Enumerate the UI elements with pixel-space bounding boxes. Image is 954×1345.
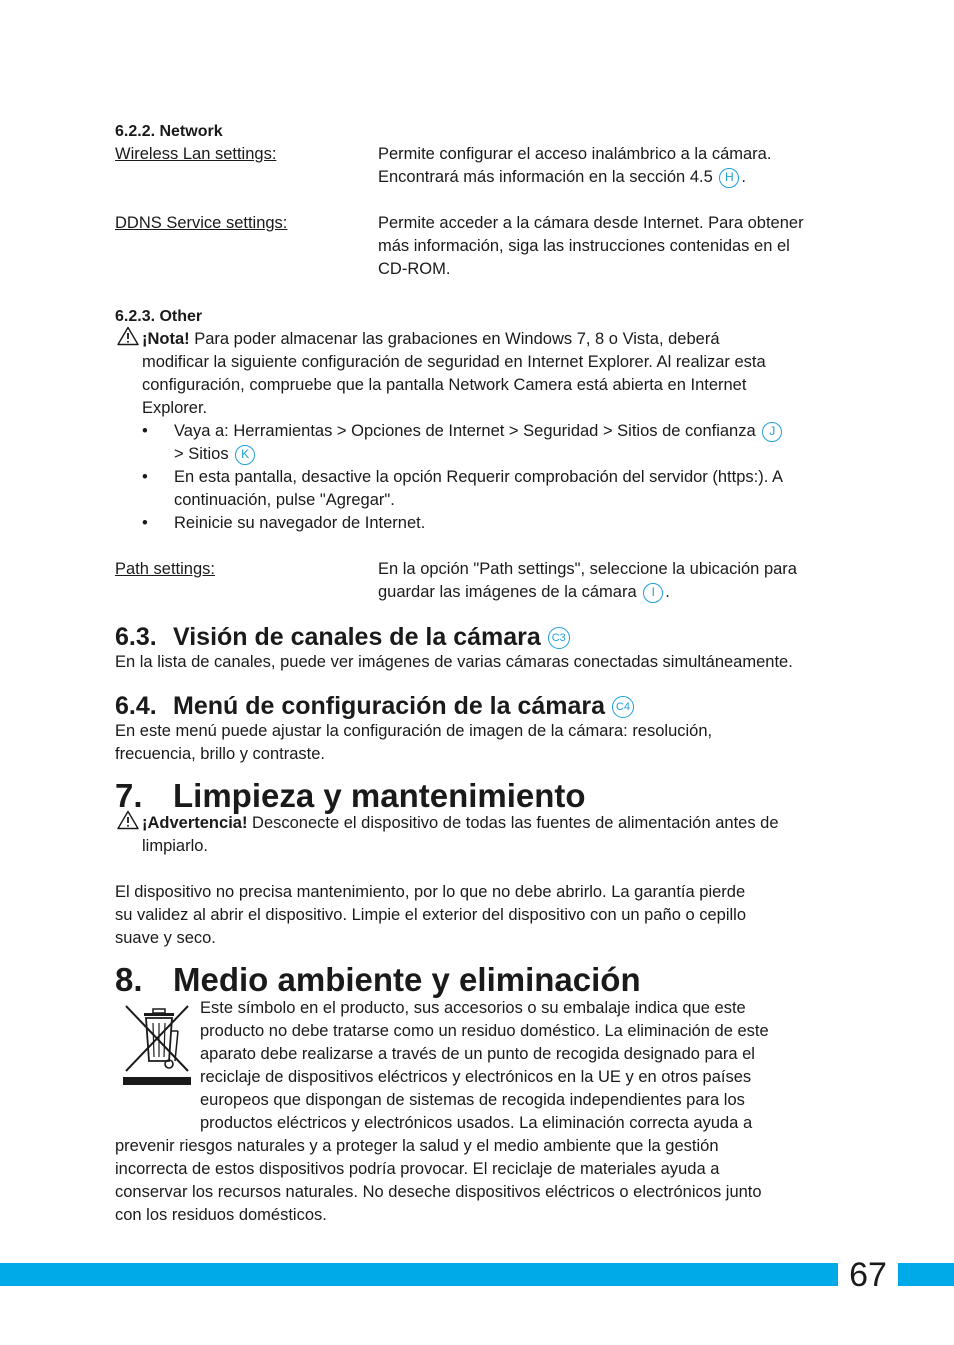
path-settings-desc (378, 558, 848, 604)
section-6-4-text: En este menú puede ajustar la configuración de imagen de la cámara: resolución, frecuencia, brillo y contraste. (115, 722, 713, 763)
list-item: • En esta pantalla, desactive la opción Requerir comprobación del servidor (https:). A continuación, pulse "Agregar". (115, 466, 855, 512)
section-6-3-text: En la lista de canales, puede ver imágenes de varias cámaras conectadas simultáneamente. (115, 653, 793, 671)
list-item: • Reinicie su navegador de Internet. (115, 512, 855, 535)
ddns-line: CD-ROM. (378, 260, 451, 278)
network-heading: 6.2.2. Network (115, 123, 223, 140)
section-6-4-heading: 6.4. Menú de configuración de la cámara C4 (115, 691, 634, 721)
section-8-full-text: prevenir riesgos naturales y a proteger la salud y el medio ambiente que la gestión incorrecta de estos dispositivos podría provocar. El reciclaje de materiales ayuda a conservar los recursos naturales. No deseche dispositivos eléctricos o electrónicos junto con los residuos domésticos. (115, 1137, 762, 1224)
ddns-line: Permite acceder a la cámara desde Internet. Para obtener (378, 214, 804, 232)
warning-block: ¡Advertencia! Desconecte el dispositivo de todas las fuentes de alimentación antes de limpiarlo. (142, 812, 842, 858)
note-block (142, 328, 842, 420)
path-line: En la opción "Path settings", seleccione la ubicación para (378, 560, 797, 578)
warning-icon (117, 810, 139, 830)
page-number: 67 (838, 1257, 898, 1293)
ddns-line: más información, siga las instrucciones contenidas en el (378, 237, 790, 255)
reference-badge-j: J (762, 422, 782, 442)
note-line: ¡Nota! Para poder almacenar las grabaciones en Windows 7, 8 o Vista, deberá (142, 330, 720, 348)
note-line: Explorer. (142, 399, 208, 417)
path-settings-label: Path settings: (115, 560, 215, 578)
section-8-heading: 8. Medio ambiente y eliminación (115, 961, 641, 998)
list-item: • Vaya a: Herramientas > Opciones de Internet > Seguridad > Sitios de confianza J > Sitios K (115, 420, 855, 466)
reference-badge-k: K (235, 445, 255, 465)
footer-bar (0, 1263, 954, 1286)
warning-icon (117, 326, 139, 346)
wireless-lan-line: Encontrará más información en la sección 4.5 H . (378, 168, 746, 186)
section-6-3-heading: 6.3. Visión de canales de la cámara C3 (115, 622, 570, 652)
ddns-label: DDNS Service settings: (115, 214, 288, 232)
section-8-indented-text: Este símbolo en el producto, sus accesorios o su embalaje indica que este producto no debe tratarse como un residuo doméstico. La eliminación de este aparato debe realizarse a través de un punto de recogida designado para el reciclaje de dispositivos eléctricos y electrónicos en la UE y en otros países europeos que dispongan de sistemas de recogida independientes para los productos eléctricos y electrónicos usados. La eliminación correcta ayuda a (200, 999, 769, 1132)
reference-badge-i: I (643, 583, 663, 603)
weee-bin-icon (120, 1003, 194, 1089)
ddns-desc (378, 212, 848, 281)
wireless-lan-line: Permite configurar el acceso inalámbrico a la cámara. (378, 145, 772, 163)
note-line: modificar la siguiente configuración de seguridad en Internet Explorer. Al realizar esta (142, 353, 766, 371)
reference-badge-h: H (719, 168, 739, 188)
other-heading: 6.2.3. Other (115, 308, 203, 325)
note-line: configuración, compruebe que la pantalla Network Camera está abierta en Internet (142, 376, 747, 394)
steps-list (115, 420, 855, 535)
reference-badge-c3: C3 (548, 627, 570, 649)
wireless-lan-label: Wireless Lan settings: (115, 145, 277, 163)
section-7-paragraph: El dispositivo no precisa mantenimiento, por lo que no debe abrirlo. La garantía pierde su validez al abrir el dispositivo. Limpie el exterior del dispositivo con un paño o cepillo suave y seco. (115, 883, 747, 947)
section-7-heading: 7. Limpieza y mantenimiento (115, 777, 586, 814)
reference-badge-c4: C4 (612, 696, 634, 718)
path-line: guardar las imágenes de la cámara I . (378, 583, 670, 601)
wireless-lan-desc (378, 143, 848, 189)
